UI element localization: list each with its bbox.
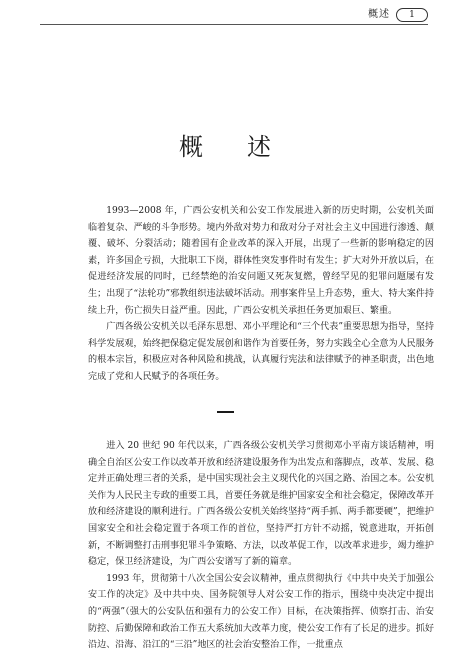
running-header bbox=[368, 8, 428, 22]
paragraph: 1993 年，贯彻第十八次全国公安会议精神，重点贯彻执行《中共中央关于加强公安工作的决定》及中共中央、国务院领导人对公安工作的指示，围绕中央决定中提出的“两强”（强大的公安队伍和强有力的公安工作）目标，在决策指挥、侦察打击、治安防控、后勤保障和政治工作五大系统加大改革力度，使公安工作有了长足的进步。抓好沿边、沿海、沿江的“三沿”地区的社会治安整治工作，一批重点 bbox=[88, 573, 434, 651]
running-header-title: 概述 bbox=[368, 9, 390, 20]
chapter-title: 概述 bbox=[179, 133, 315, 161]
section-number-mark bbox=[217, 411, 234, 413]
header-rule bbox=[40, 24, 428, 25]
paragraph: 广西各级公安机关以毛泽东思想、邓小平理论和“三个代表”重要思想为指导，坚持科学发展观，始终把保稳定促发展创和谐作为首要任务，努力实践全心全意为人民服务的根本宗旨，积极应对各种风险和挑战，认真履行宪法和法律赋予的神圣职责，出色地完成了党和人民赋予的各项任务。 bbox=[88, 322, 434, 382]
paragraph: 1993—2008 年，广西公安机关和公安工作发展进入新的历史时期，公安机关面临着复杂、严峻的斗争形势。境内外敌对势力和敌对分子对社会主义中国进行渗透、颠覆、破坏、分裂活动；随着国有企业改革的深入开展，出现了一些新的影响稳定的因素，许多国企亏损，大批职工下岗，群体性突发事件时有发生；扩大对外开放以后，在促进经济发展的同时，已经禁绝的治安问题又死灰复燃，曾经罕见的犯罪问题屡有发生；出现了“法轮功”邪教组织违法破坏活动。刑事案件呈上升态势，重大、特大案件持续上升，伤亡损失日益严重。因此，广西公安机关承担任务更加艰巨、繁重。 bbox=[88, 206, 434, 316]
intro-section bbox=[88, 203, 434, 386]
paragraph: 进入 20 世纪 90 年代以来，广西各级公安机关学习贯彻邓小平南方谈话精神，明确全自治区公安工作以改革开放和经济建设服务作为出发点和落脚点，改革、发展、稳定并正确处理三者的关系，是中国实现社会主义现代化的兴国之路、治国之本。公安机关作为人民民主专政的重要工具，首要任务就是维护国家安全和社会稳定，保障改革开放和经济建设的顺利进行。广西各级公安机关始终坚持“两手抓、两手都要硬”，把维护国家安全和社会稳定置于各项工作的首位，坚持严打方针不动摇，锐意进取，开拓创新，不断调整打击刑事犯罪斗争策略、方法，以改革促工作，以改革求进步，竭力维护稳定，保卫经济建设，为广西公安谱写了新的篇章。 bbox=[88, 441, 434, 568]
page-number: 1 bbox=[396, 8, 428, 22]
section-number bbox=[0, 411, 450, 413]
section-one-body bbox=[88, 438, 434, 654]
